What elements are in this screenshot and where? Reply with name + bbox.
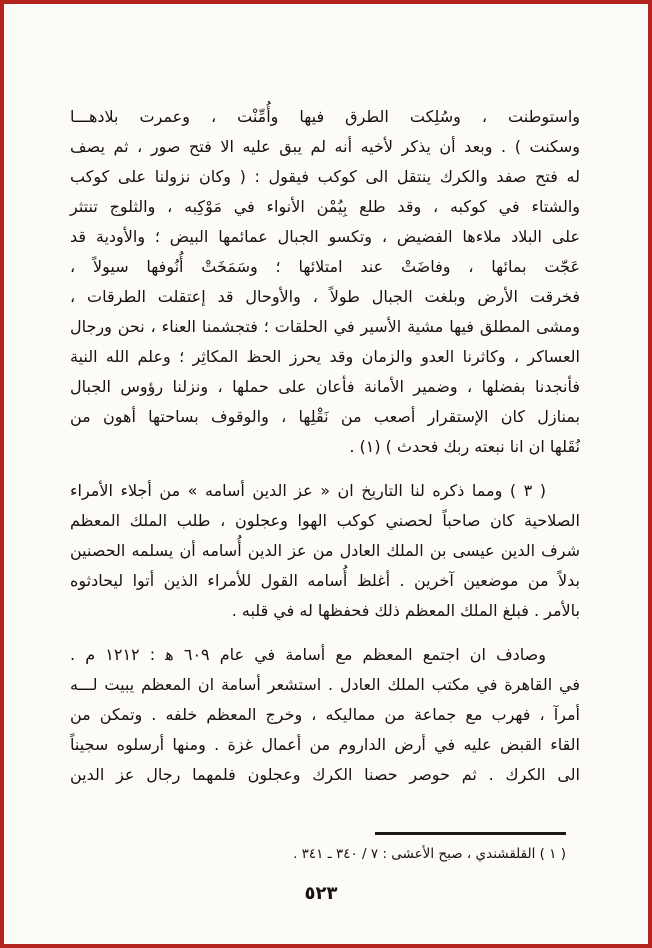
text-line: فأنجدنا بفضلها ، وضمير الأمانة فأعان على حملها ، ونزلنا رؤوس الجبال (70, 377, 580, 396)
text-line: العساكر ، وكاثرنا العدو والزمان وقد يحرز الحظ المكاثِر ؛ وعلم الله النية (70, 347, 580, 366)
text-line: بمنازل كان الإستقرار أصعب من نَقْلِها ، والوقوف بساحتها أهون من (70, 407, 580, 426)
page-number: ٥٢٣ (304, 883, 338, 904)
text-line: عَجّت بمائها ، وفاضَتْ عند امتلائها ؛ وسَمَخَتْ أُنُوفها سيولاً ، (70, 257, 580, 276)
text-line: بدلاً من موضعين آخرين . أغلظ أُسامه القول للأمراء الذين أتوا ليحادثوه (70, 571, 580, 590)
text-line: الى الكرك . ثم حوصر حصنا الكرك وعجلون فلمهما رجال عز الدين (70, 765, 580, 784)
text-line: ومشى المطلق فيها مشية الأسير في الحلقات ؛ فتجشمنا العناء ، نحن ورجال (70, 317, 580, 336)
text-line: ( ٣ ) ومما ذكره لنا التاريخ ان « عز الدين أسامه » من أجلاء الأمراء (70, 481, 547, 500)
text-line: القاء القبض عليه في أرض الداروم من أعمال غزة . ومنها أرسلوه سجيناً (70, 735, 580, 754)
text-line: واستوطنت ، وسُلِكت الطرق فيها وأُمِّنْت ، وعمرت بلادهـــا (70, 107, 580, 126)
text-line: نُقَلها ان انا نبعته ربك فحدث ) (١) . (349, 437, 580, 456)
text-line: له فتح صفد والكرك ينتقل الى كوكب فيقول : ( وكان نزولنا على كوكب (70, 167, 580, 186)
text-line: وسكنت ) . وبعد أن يذكر لأخيه أنه لم يبق عليه الا فتح صور ، ثم يصف (70, 137, 580, 156)
text-line: شرف الدين عيسى بن الملك العادل من عز الدين أُسامه أن يسلمه الحصنين (70, 541, 580, 560)
paragraph (70, 640, 580, 790)
text-line: بالأمر . فبلغ الملك المعظم ذلك فحفظها له في قلبه . (231, 601, 580, 620)
text-block (70, 102, 580, 790)
text-line: فخرقت الأرض وبلغت الجبال طولاً ، والأوحال قد إعتقلت الطرقات ، (70, 287, 580, 306)
paragraph (70, 102, 580, 462)
text-line: وصادف ان اجتمع المعظم مع أسامة في عام ٦٠٩ ه‍ : ١٢١٢ م . (70, 645, 546, 664)
text-line: على البلاد ملاءها الفضيض ، وتكسو الجبال عمائمها البيض ؛ والأودية قد (70, 227, 580, 246)
text-line: والشتاء في كوكبه ، وقد طلع بِيُمْن الأنواء في مَوْكِبه ، والثلوج تنتثر (70, 197, 580, 216)
text-line: الصلاحية كان صاحباً لحصني كوكب الهوا وعجلون ، طلب الملك المعظم (70, 511, 580, 530)
text-line: في القاهرة في مكتب الملك العادل . استشعر أسامة ان المعظم يبيت لـــه (70, 675, 580, 694)
text-line: أمرآ ، فهرب مع جماعة من مماليكه ، وخرج المعظم خلفه . وتمكن من (70, 705, 580, 724)
footnote-rule (375, 832, 566, 835)
paragraph (70, 476, 580, 626)
footnote-text: ( ١ ) القلقشندي ، صبح الأعشى : ٧ / ٣٤٠ ـ ٣٤١ . (293, 846, 566, 862)
